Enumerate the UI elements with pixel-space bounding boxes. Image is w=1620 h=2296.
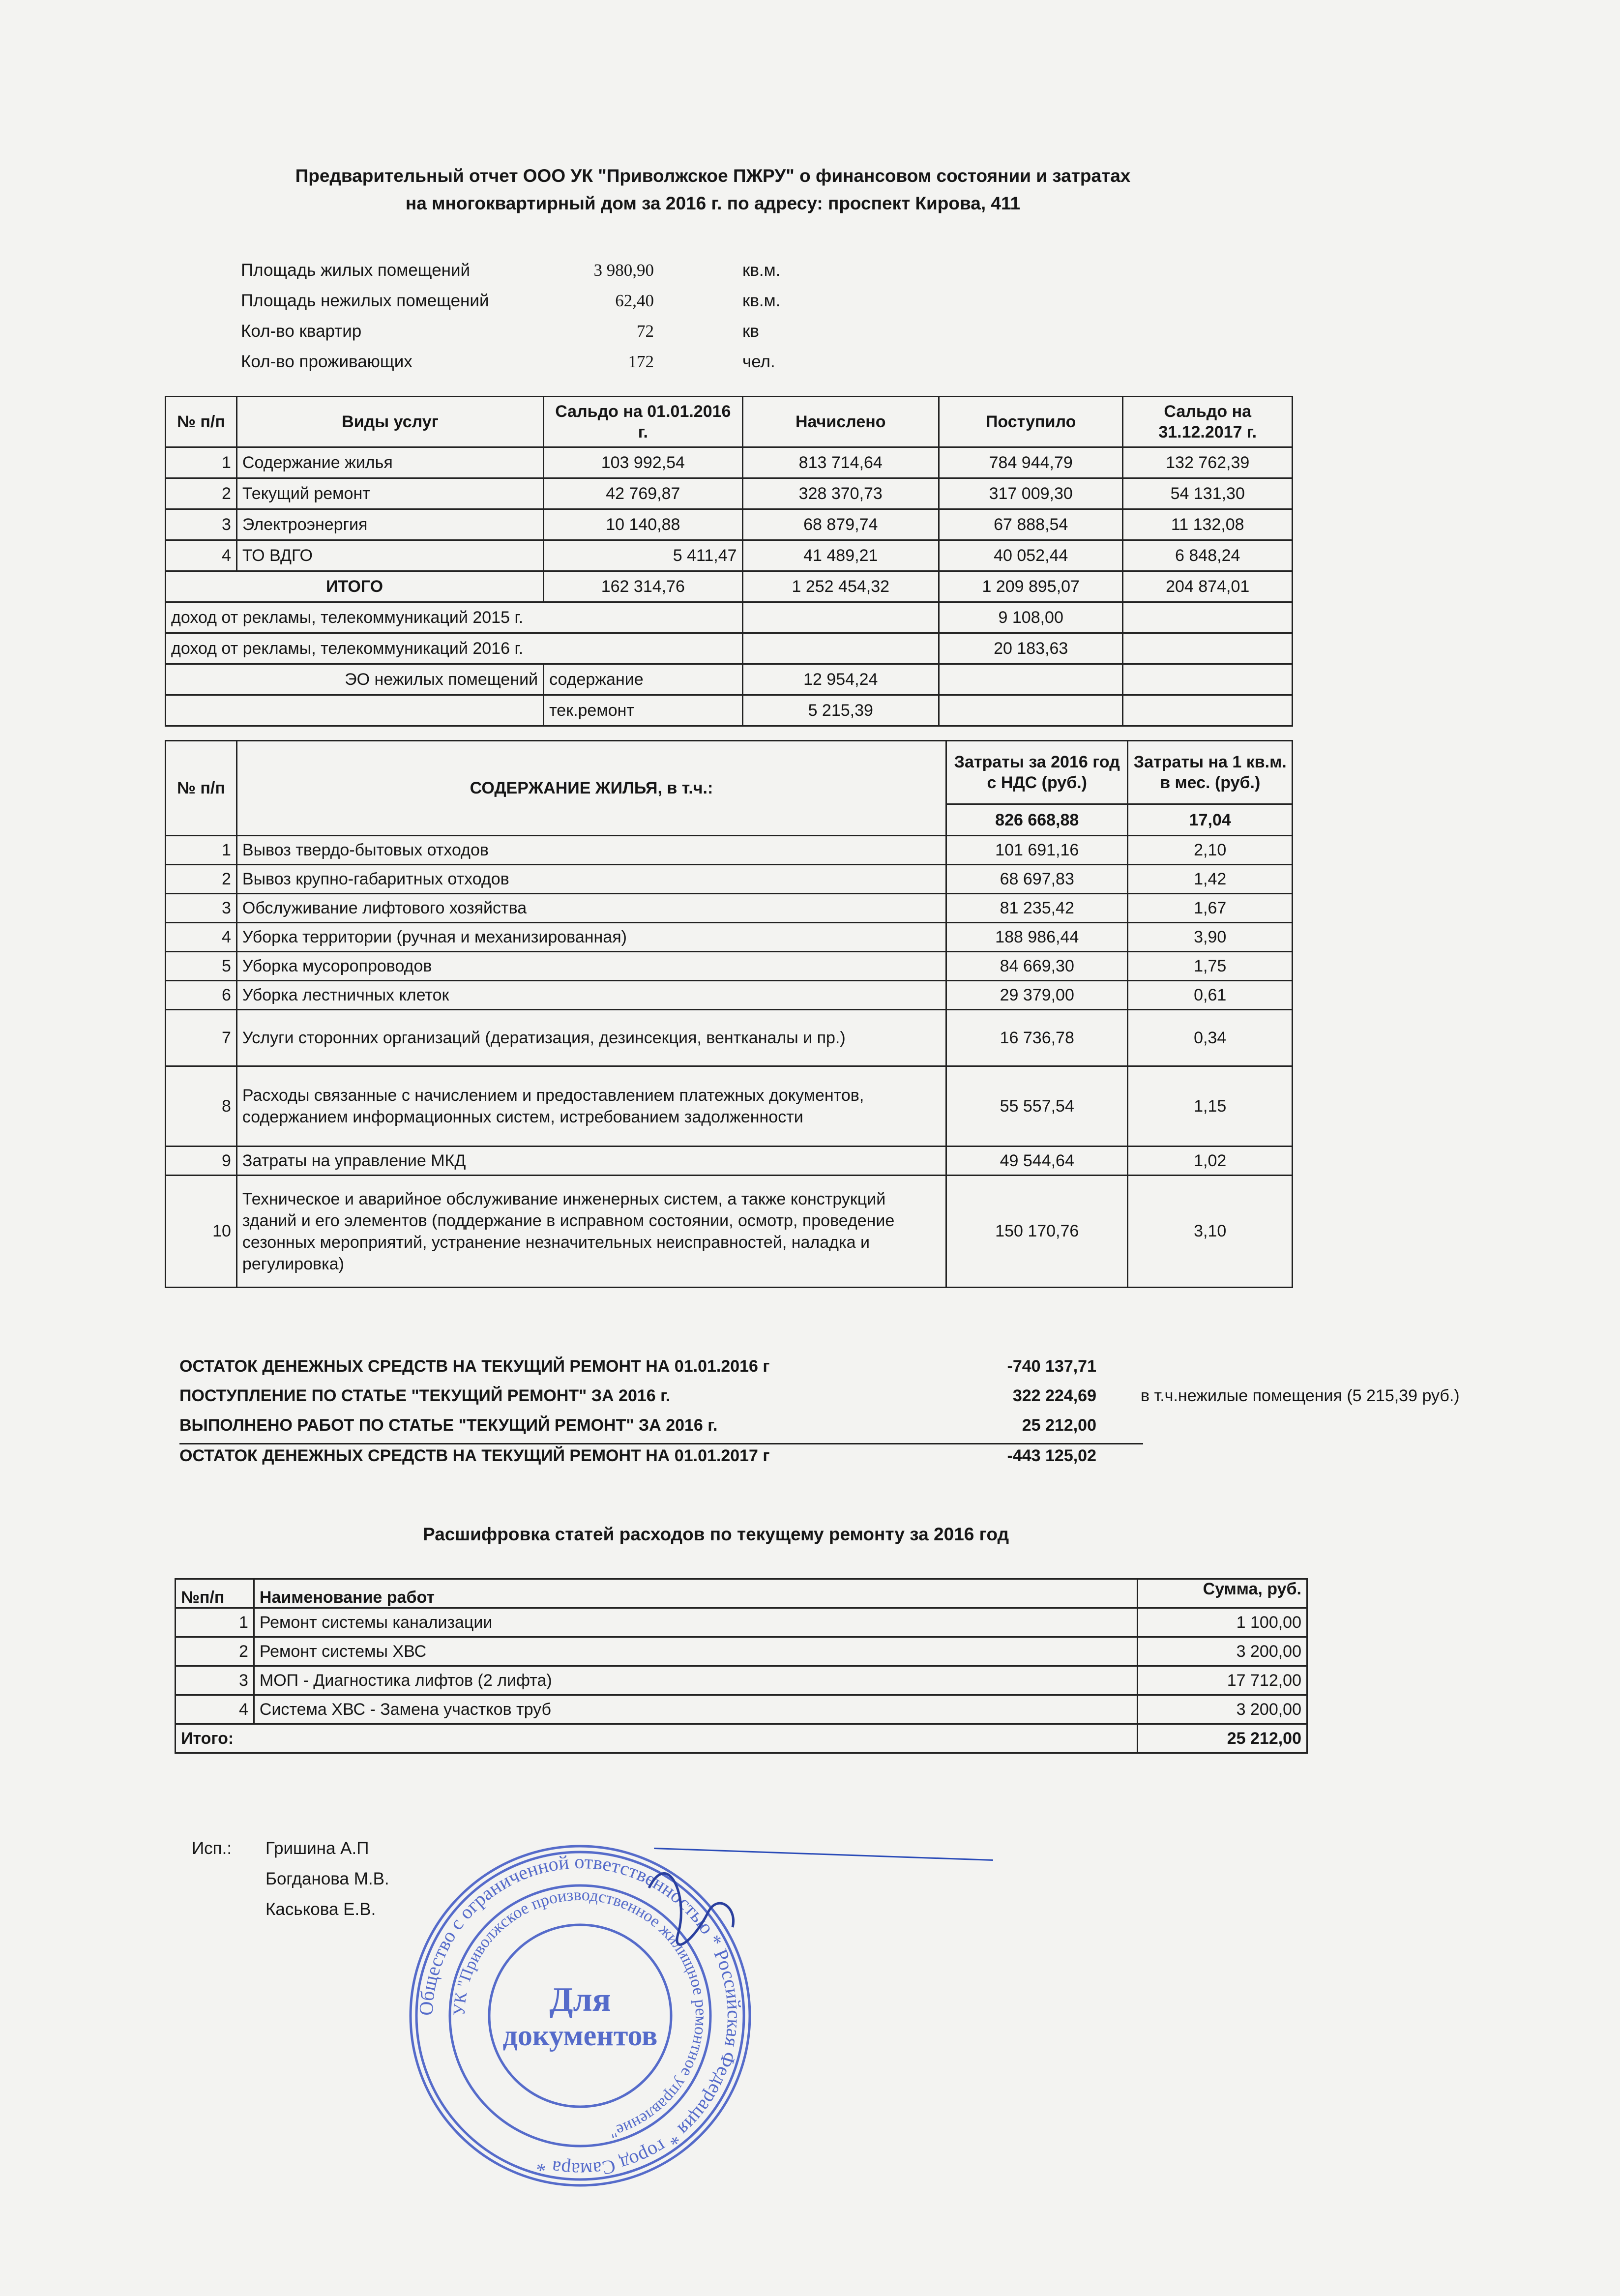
total-cost: 826 668,88 <box>946 804 1128 836</box>
table-row <box>166 865 1293 894</box>
param-label: Площадь нежилых помещений <box>241 291 489 310</box>
header-cell: Затраты на 1 кв.м. в мес. (руб.) <box>1128 741 1293 804</box>
param-unit: чел. <box>742 352 775 371</box>
row-number: 4 <box>176 1695 254 1724</box>
service-name: Содержание жилья <box>236 447 543 478</box>
summary-label: ВЫПОЛНЕНО РАБОТ ПО СТАТЬЕ "ТЕКУЩИЙ РЕМОНТ" ЗА 2016 г. <box>179 1416 718 1435</box>
service-name: Текущий ремонт <box>236 478 543 509</box>
work-name: Ремонт системы ХВС <box>254 1637 1137 1666</box>
row-number: 4 <box>166 923 237 952</box>
table-row <box>176 1608 1307 1637</box>
summary-label: ОСТАТОК ДЕНЕЖНЫХ СРЕДСТВ НА ТЕКУЩИЙ РЕМОНТ НА 01.01.2016 г <box>179 1357 770 1376</box>
param-value: 72 <box>637 322 654 341</box>
svg-text:документов: документов <box>502 2019 658 2052</box>
total-start: 162 314,76 <box>544 571 742 602</box>
total-label: ИТОГО <box>166 571 544 602</box>
table-row <box>166 894 1293 923</box>
charged: 813 714,64 <box>742 447 939 478</box>
item-per-m2: 1,67 <box>1128 894 1293 923</box>
header-cell: Поступило <box>939 397 1122 447</box>
item-name: Обслуживание лифтового хозяйства <box>236 894 946 923</box>
item-cost: 188 986,44 <box>946 923 1128 952</box>
item-name: Уборка лестничных клеток <box>236 981 946 1010</box>
item-cost: 55 557,54 <box>946 1066 1128 1147</box>
services-table <box>165 396 1293 727</box>
empty-cell <box>742 602 939 633</box>
item-per-m2: 1,15 <box>1128 1066 1293 1147</box>
header-cell: Сальдо на 31.12.2017 г. <box>1123 397 1293 447</box>
work-sum: 17 712,00 <box>1138 1666 1307 1695</box>
round-stamp <box>393 1829 767 2203</box>
summary-label: ПОСТУПЛЕНИЕ ПО СТАТЬЕ "ТЕКУЩИЙ РЕМОНТ" ЗА 2016 г. <box>179 1386 671 1405</box>
ad-income-label: доход от рекламы, телекоммуникаций 2016 г. <box>166 633 743 664</box>
item-name: Техническое и аварийное обслуживание инженерных систем, а также конструкций зданий и его элементов (поддержание в исправном состоянии, осмотр, проведение сезонных мероприятий, устранение незначительных неисправностей, наладка и регулировка) <box>236 1176 946 1288</box>
summary-value: -740 137,71 <box>1007 1357 1096 1376</box>
charged: 41 489,21 <box>742 540 939 571</box>
param-unit: кв <box>742 322 759 341</box>
row-number: 6 <box>166 981 237 1010</box>
charged: 68 879,74 <box>742 509 939 540</box>
row-number: 1 <box>166 836 237 865</box>
row-number: 8 <box>166 1066 237 1147</box>
table-row <box>166 923 1293 952</box>
param-unit: кв.м. <box>742 261 781 280</box>
table-row <box>166 1066 1293 1147</box>
item-per-m2: 1,02 <box>1128 1147 1293 1176</box>
param-label: Кол-во квартир <box>241 322 362 341</box>
item-name: Уборка территории (ручная и механизированная) <box>236 923 946 952</box>
empty-cell <box>939 695 1122 726</box>
table-row <box>166 447 1293 478</box>
service-name: ТО ВДГО <box>236 540 543 571</box>
summary-value: 322 224,69 <box>1012 1386 1096 1405</box>
eo-item-value: 5 215,39 <box>742 695 939 726</box>
ad-income-value: 20 183,63 <box>939 633 1122 664</box>
table-row <box>166 540 1293 571</box>
total-sum: 25 212,00 <box>1138 1724 1307 1753</box>
item-cost: 29 379,00 <box>946 981 1128 1010</box>
param-value: 62,40 <box>615 291 654 310</box>
ad-income-label: доход от рекламы, телекоммуникаций 2015 г. <box>166 602 743 633</box>
table-row <box>176 1637 1307 1666</box>
item-per-m2: 3,90 <box>1128 923 1293 952</box>
row-number: 1 <box>176 1608 254 1637</box>
maintenance-table <box>165 740 1293 1288</box>
balance-start: 5 411,47 <box>544 540 742 571</box>
balance-end: 54 131,30 <box>1123 478 1293 509</box>
work-name: Ремонт системы канализации <box>254 1608 1137 1637</box>
param-value: 3 980,90 <box>593 261 654 280</box>
header-cell: СОДЕРЖАНИЕ ЖИЛЬЯ, в т.ч.: <box>236 741 946 836</box>
item-name: Вывоз твердо-бытовых отходов <box>236 836 946 865</box>
balance-start: 10 140,88 <box>544 509 742 540</box>
eo-item-value: 12 954,24 <box>742 664 939 695</box>
work-sum: 1 100,00 <box>1138 1608 1307 1637</box>
header-cell: Начислено <box>742 397 939 447</box>
header-cell: Затраты за 2016 год с НДС (руб.) <box>946 741 1128 804</box>
non-residential-note: в т.ч.нежилые помещения (5 215,39 руб.) <box>1141 1386 1460 1405</box>
empty-cell <box>742 633 939 664</box>
row-number: 4 <box>166 540 237 571</box>
breakdown-title: Расшифровка статей расходов по текущему ремонту за 2016 год <box>423 1524 1009 1544</box>
balance-start: 42 769,87 <box>544 478 742 509</box>
table-row <box>166 952 1293 981</box>
header-cell: Сальдо на 01.01.2016 г. <box>544 397 742 447</box>
item-name: Вывоз крупно-габаритных отходов <box>236 865 946 894</box>
row-number: 3 <box>166 509 237 540</box>
item-cost: 81 235,42 <box>946 894 1128 923</box>
table-row <box>166 1147 1293 1176</box>
row-number: 9 <box>166 1147 237 1176</box>
row-number: 10 <box>166 1176 237 1288</box>
summary-label: ОСТАТОК ДЕНЕЖНЫХ СРЕДСТВ НА ТЕКУЩИЙ РЕМОНТ НА 01.01.2017 г <box>179 1446 770 1465</box>
received: 784 944,79 <box>939 447 1122 478</box>
summary-row <box>179 1386 1114 1416</box>
summary-divider <box>179 1443 1143 1444</box>
svg-text:Общество с ограниченной ответс: Общество с ограниченной ответственностью * Российская Федерация * город Самара * <box>414 1850 746 2181</box>
ad-income-value: 9 108,00 <box>939 602 1122 633</box>
header-cell: № п/п <box>166 741 237 836</box>
empty-cell <box>1123 664 1293 695</box>
ad-income-row <box>166 633 1293 664</box>
item-name: Затраты на управление МКД <box>236 1147 946 1176</box>
work-sum: 3 200,00 <box>1138 1695 1307 1724</box>
header-cell: Виды услуг <box>236 397 543 447</box>
table-row <box>166 1010 1293 1066</box>
total-row <box>176 1724 1307 1753</box>
eo-row <box>166 664 1293 695</box>
table-row <box>166 836 1293 865</box>
received: 317 009,30 <box>939 478 1122 509</box>
item-name: Услуги сторонних организаций (дератизация, дезинсекция, вентканалы и пр.) <box>236 1010 946 1066</box>
item-per-m2: 1,75 <box>1128 952 1293 981</box>
row-number: 5 <box>166 952 237 981</box>
ad-income-row <box>166 602 1293 633</box>
table-row <box>166 1176 1293 1288</box>
item-per-m2: 1,42 <box>1128 865 1293 894</box>
item-name: Уборка мусоропроводов <box>236 952 946 981</box>
header-cell: № п/п <box>166 397 237 447</box>
svg-text:УК "Приволжское производственн: УК "Приволжское производственное жилищное ремонтное управление" <box>450 1885 710 2142</box>
empty-cell <box>939 664 1122 695</box>
param-value: 172 <box>628 352 654 371</box>
total-label: Итого: <box>176 1724 1138 1753</box>
summary-value: 25 212,00 <box>1022 1416 1096 1435</box>
item-cost: 101 691,16 <box>946 836 1128 865</box>
empty-cell <box>166 695 544 726</box>
empty-cell <box>1123 695 1293 726</box>
param-label: Площадь жилых помещений <box>241 261 471 280</box>
executor-name: Богданова М.В. <box>265 1869 389 1888</box>
item-cost: 68 697,83 <box>946 865 1128 894</box>
row-number: 7 <box>166 1010 237 1066</box>
report-title <box>197 162 1229 217</box>
service-name: Электроэнергия <box>236 509 543 540</box>
header-cell: №п/п <box>176 1579 254 1608</box>
work-sum: 3 200,00 <box>1138 1637 1307 1666</box>
item-name: Расходы связанные с начислением и предоставлением платежных документов, содержанием информационных систем, истребованием задолженности <box>236 1066 946 1147</box>
title-line-1: Предварительный отчет ООО УК "Приволжское ПЖРУ" о финансовом состоянии и затратах <box>295 166 1131 186</box>
row-number: 2 <box>166 478 237 509</box>
item-per-m2: 3,10 <box>1128 1176 1293 1288</box>
executors-label: Исп.: <box>192 1839 232 1858</box>
svg-text:Для: Для <box>549 1981 611 2019</box>
charged: 328 370,73 <box>742 478 939 509</box>
item-per-m2: 2,10 <box>1128 836 1293 865</box>
row-number: 3 <box>166 894 237 923</box>
total-charged: 1 252 454,32 <box>742 571 939 602</box>
balance-end: 11 132,08 <box>1123 509 1293 540</box>
table-row <box>166 509 1293 540</box>
header-cell: Сумма, руб. <box>1138 1579 1307 1608</box>
executor-name: Гришина А.П <box>265 1839 369 1858</box>
item-cost: 150 170,76 <box>946 1176 1128 1288</box>
total-received: 1 209 895,07 <box>939 571 1122 602</box>
row-number: 1 <box>166 447 237 478</box>
table-row <box>166 981 1293 1010</box>
row-number: 3 <box>176 1666 254 1695</box>
table-row <box>176 1695 1307 1724</box>
row-number: 2 <box>176 1637 254 1666</box>
header-row <box>176 1579 1307 1608</box>
total-per-m2: 17,04 <box>1128 804 1293 836</box>
eo-label: ЭО нежилых помещений <box>166 664 544 695</box>
total-end: 204 874,01 <box>1123 571 1293 602</box>
total-row <box>166 571 1293 602</box>
summary-row <box>179 1416 1114 1445</box>
summary-row <box>179 1446 1114 1476</box>
param-label: Кол-во проживающих <box>241 352 412 371</box>
received: 40 052,44 <box>939 540 1122 571</box>
item-cost: 16 736,78 <box>946 1010 1128 1066</box>
item-per-m2: 0,61 <box>1128 981 1293 1010</box>
repair-breakdown-table <box>175 1578 1308 1754</box>
executor-name: Каськова Е.В. <box>265 1900 376 1919</box>
summary-row <box>179 1357 1114 1386</box>
empty-cell <box>1123 602 1293 633</box>
empty-cell <box>1123 633 1293 664</box>
item-cost: 49 544,64 <box>946 1147 1128 1176</box>
work-name: МОП - Диагностика лифтов (2 лифта) <box>254 1666 1137 1695</box>
balance-end: 6 848,24 <box>1123 540 1293 571</box>
table-row <box>176 1666 1307 1695</box>
work-name: Система ХВС - Замена участков труб <box>254 1695 1137 1724</box>
item-per-m2: 0,34 <box>1128 1010 1293 1066</box>
header-cell: Наименование работ <box>254 1579 1137 1608</box>
table-row <box>166 478 1293 509</box>
eo-row <box>166 695 1293 726</box>
summary-value: -443 125,02 <box>1007 1446 1096 1465</box>
item-cost: 84 669,30 <box>946 952 1128 981</box>
row-number: 2 <box>166 865 237 894</box>
param-unit: кв.м. <box>742 291 781 310</box>
balance-start: 103 992,54 <box>544 447 742 478</box>
eo-item-name: тек.ремонт <box>544 695 742 726</box>
eo-item-name: содержание <box>544 664 742 695</box>
title-line-2: на многоквартирный дом за 2016 г. по адресу: проспект Кирова, 411 <box>405 193 1021 213</box>
balance-end: 132 762,39 <box>1123 447 1293 478</box>
received: 67 888,54 <box>939 509 1122 540</box>
